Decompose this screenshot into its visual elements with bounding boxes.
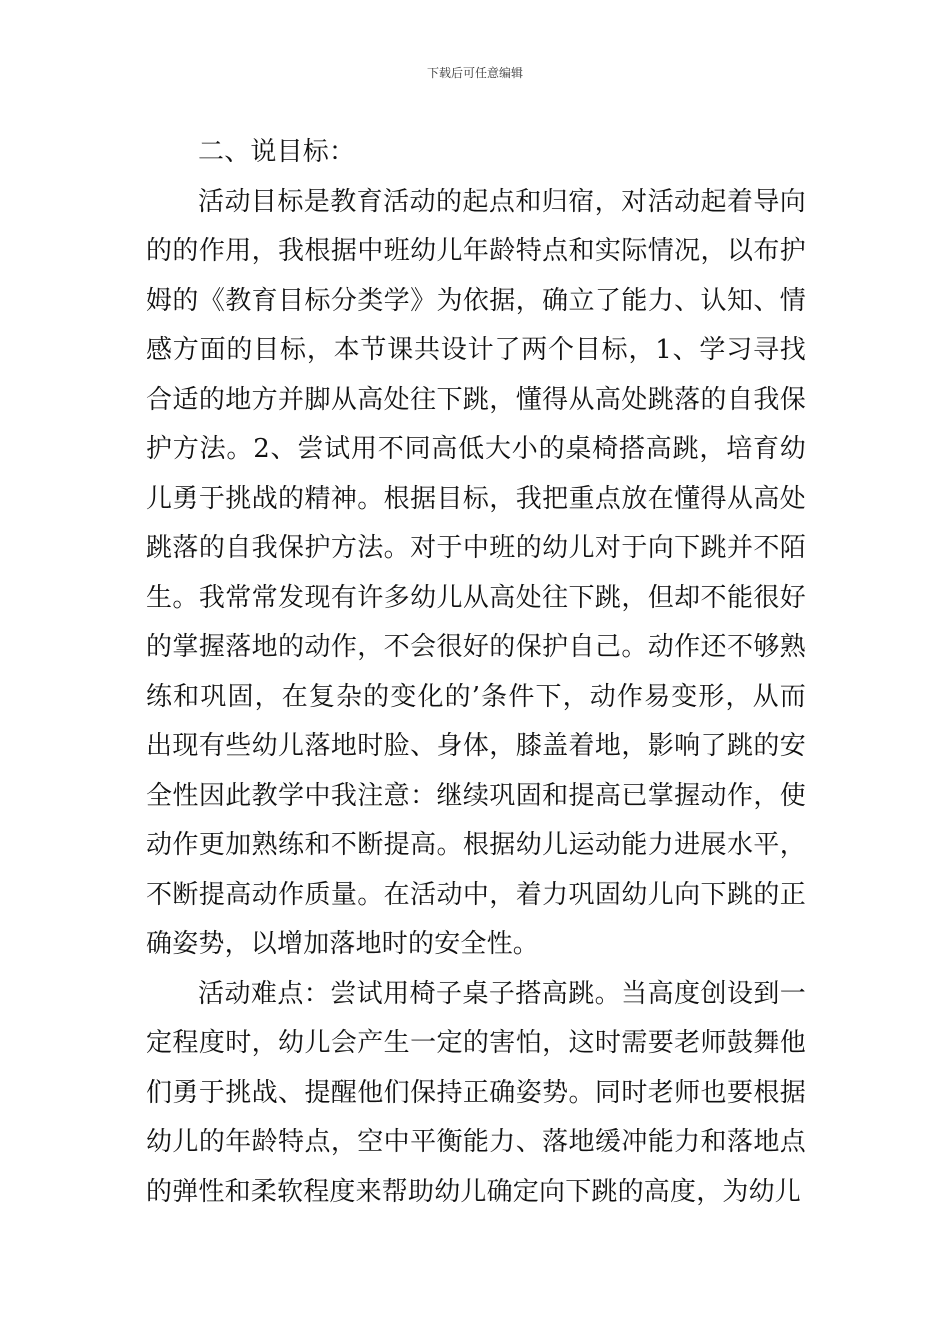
page-header-note: 下载后可任意编辑 bbox=[426, 66, 523, 80]
paragraph-goals: 活动目标是教育活动的起点和归宿，对活动起着导向的的作用，我根据中班幼儿年龄特点和实际情况，以布护姆的《教育目标分类学》为依据，确立了能力、认知、情感方面的目标，本节课共设计了两个目标，1、学习寻找合适的地方并脚从高处往下跳，懂得从高处跳落的自我保护方法。2、尝试用不同高低大小的桌椅搭高跳，培育幼儿勇于挑战的精神。根据目标，我把重点放在懂得从高处跳落的自我保护方法。对于中班的幼儿对于向下跳并不陌生。我常常发现有许多幼儿从高处往下跳，但却不能很好的掌握落地的动作，不会很好的保护自己。动作还不够熟练和巩固，在复杂的变化的’条件下，动作易变形，从而出现有些幼儿落地时脸、身体，膝盖着地，影响了跳的安全性因此教学中我注意：继续巩固和提高已掌握动作，使动作更加熟练和不断提高。根据幼儿运动能力进展水平，不断提高动作质量。在活动中，着力巩固幼儿向下跳的正确姿势，以增加落地时的安全性。 bbox=[146, 186, 806, 959]
section-heading: 二、说目标： bbox=[198, 137, 356, 167]
document-body bbox=[146, 128, 806, 1217]
paragraph-difficulty: 活动难点：尝试用椅子桌子搭高跳。当高度创设到一定程度时，幼儿会产生一定的害怕，这时需要老师鼓舞他们勇于挑战、提醒他们保持正确姿势。同时老师也要根据幼儿的年龄特点，空中平衡能力、落地缓冲能力和落地点的弹性和柔软程度来帮助幼儿确定向下跳的高度，为幼儿 bbox=[146, 978, 806, 1207]
